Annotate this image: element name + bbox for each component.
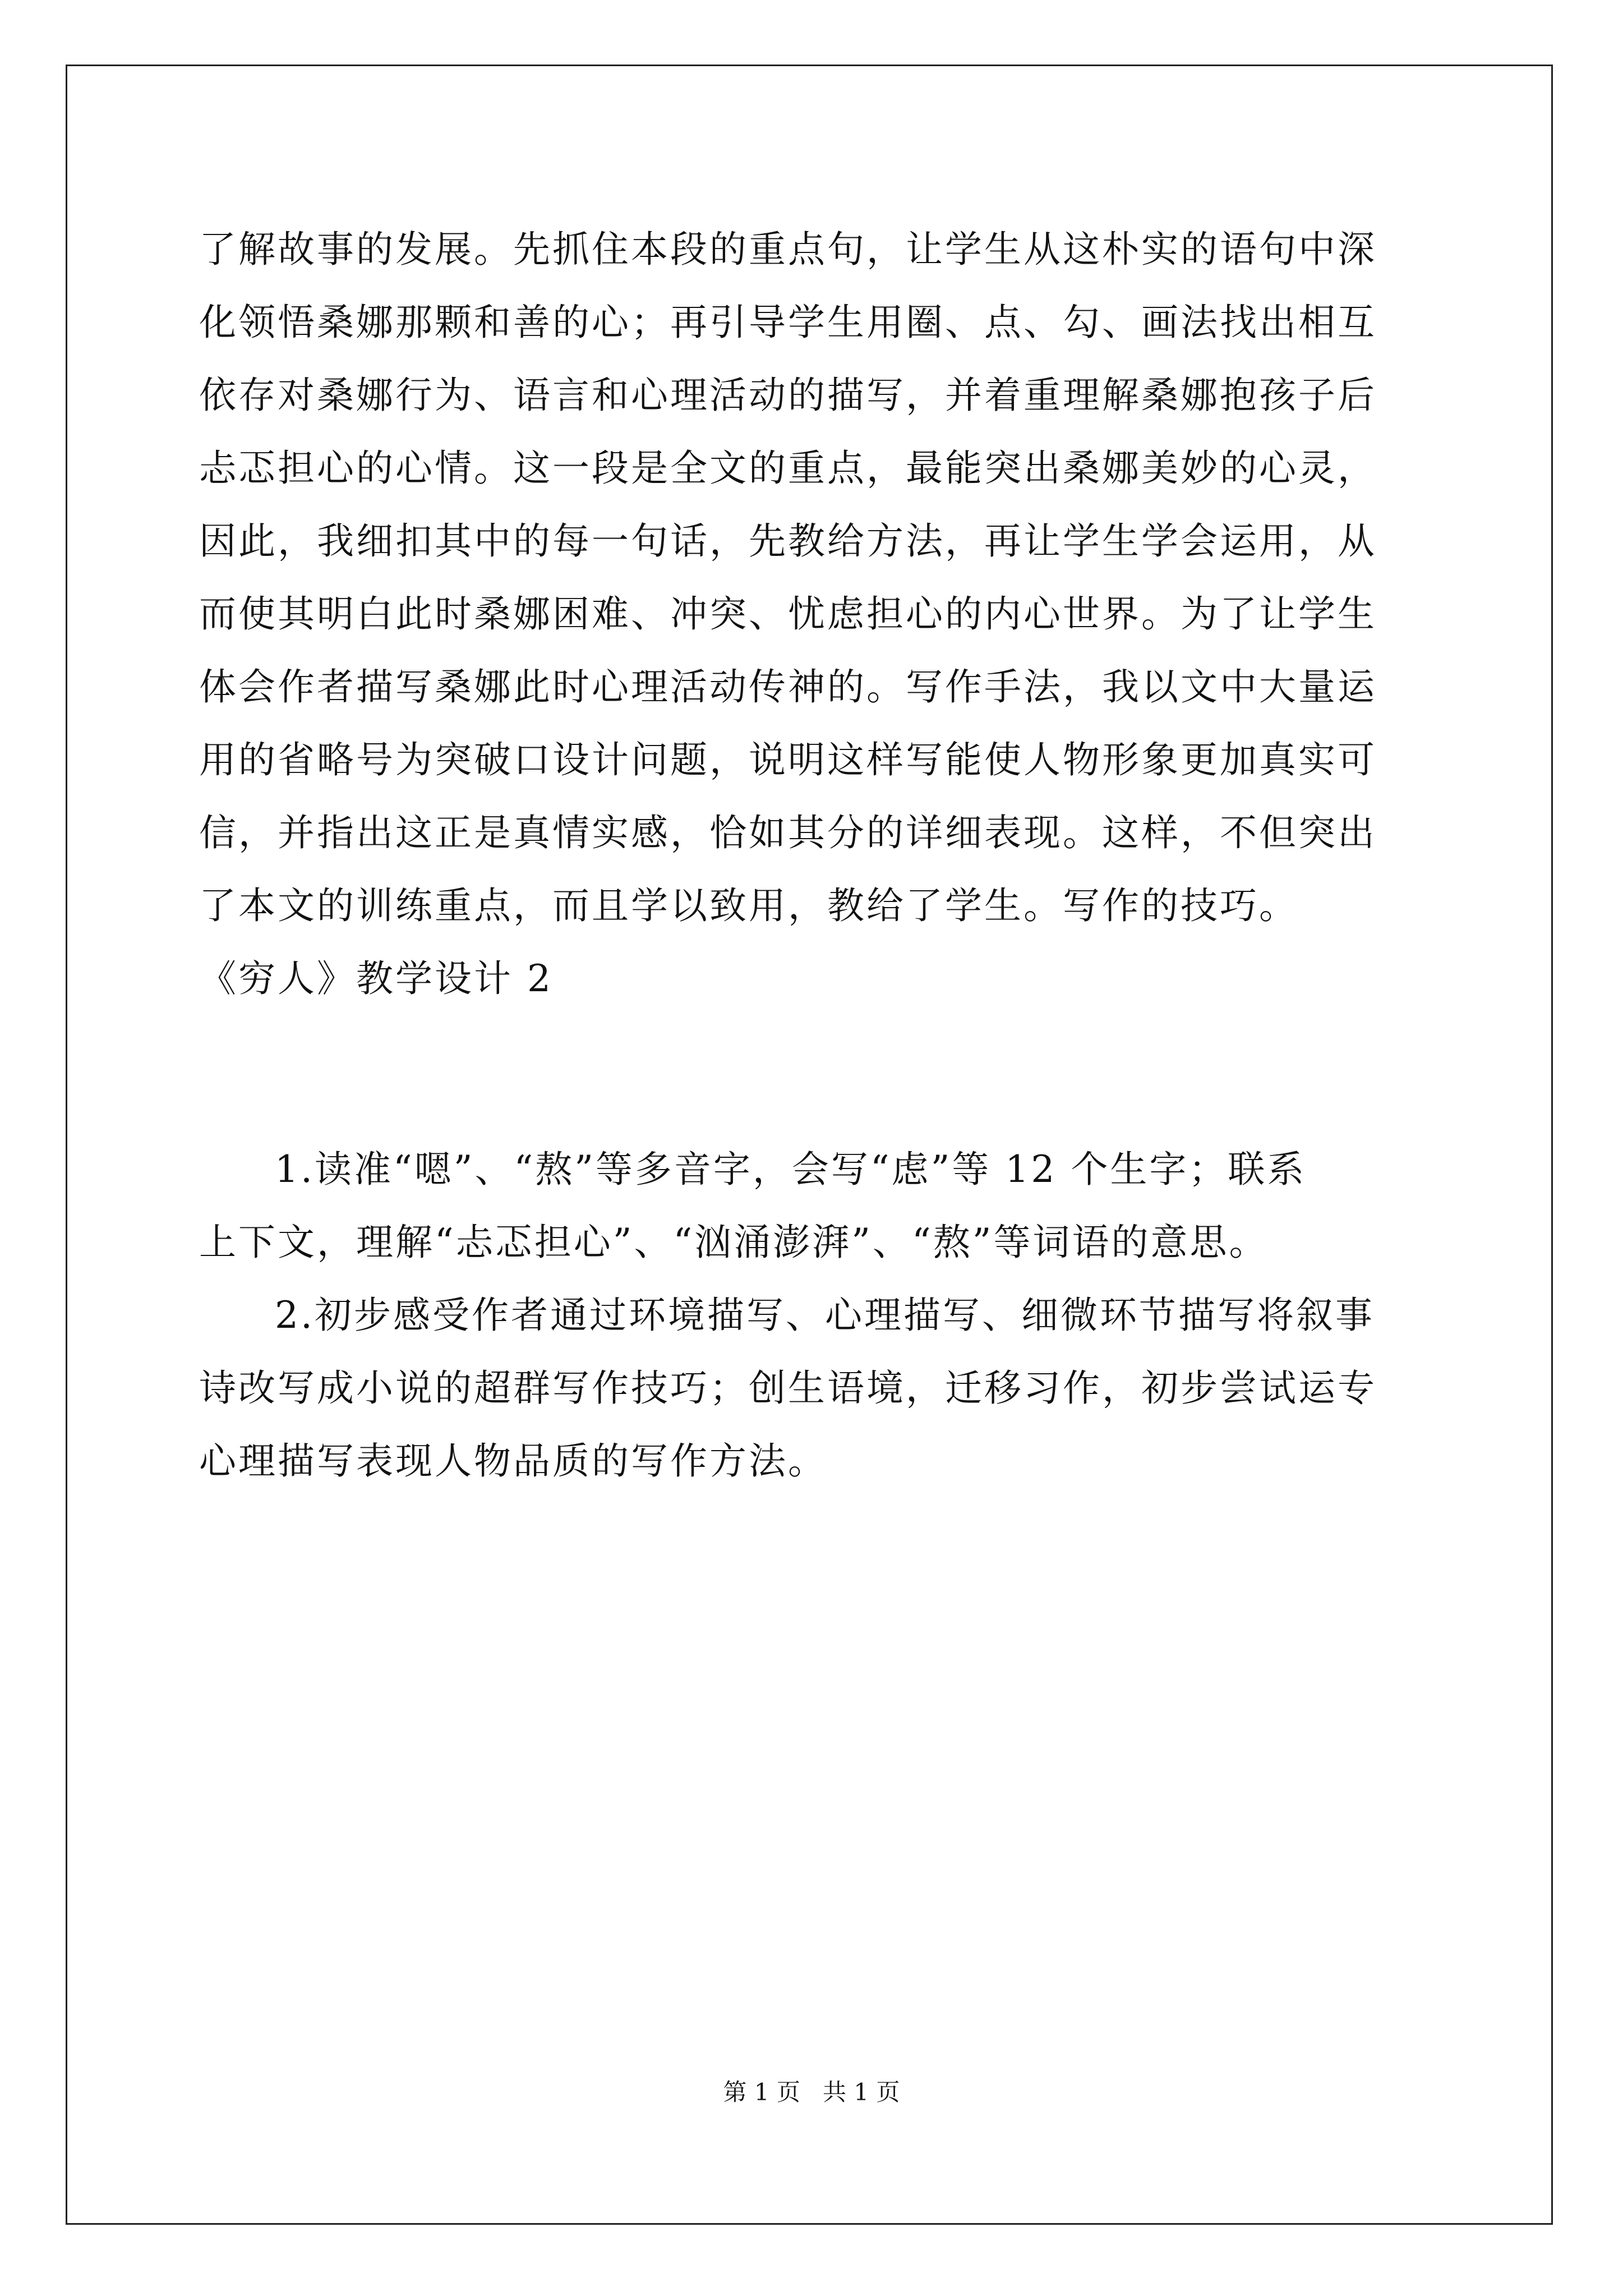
body-text-line: 化领悟桑娜那颗和善的心；再引导学生用圈、点、勾、画法找出相互 <box>199 301 1377 344</box>
body-text-line: 而使其明白此时桑娜困难、冲突、忧虑担心的内心世界。为了让学生 <box>199 592 1377 636</box>
list-item-line: 心理描写表现人物品质的写作方法。 <box>199 1439 827 1483</box>
body-text-line: 用的省略号为突破口设计问题，说明这样写能使人物形象更加真实可 <box>199 738 1377 781</box>
body-text-line: 信，并指出这正是真情实感，恰如其分的详细表现。这样，不但突出 <box>199 811 1377 854</box>
page-number-footer: 第 1 页 共 1 页 <box>723 2078 900 2106</box>
list-item-line: 2.初步感受作者通过环境描写、心理描写、细微环节描写将叙事 <box>275 1294 1375 1337</box>
list-item-line: 上下文，理解“忐忑担心”、“汹涌澎湃”、“熬”等词语的意思。 <box>199 1221 1269 1264</box>
list-item-line: 1.读准“嗯”、“熬”等多音字，会写“虑”等 12 个生字；联系 <box>275 1148 1307 1191</box>
body-text-line: 体会作者描写桑娜此时心理活动传神的。写作手法，我以文中大量运 <box>199 665 1377 708</box>
body-text-line: 依存对桑娜行为、语言和心理活动的描写，并着重理解桑娜抱孩子后 <box>199 374 1377 417</box>
body-text-line: 了本文的训练重点，而且学以致用，教给了学生。写作的技巧。 <box>199 884 1298 927</box>
body-text-line: 了解故事的发展。先抓住本段的重点句，让学生从这朴实的语句中深 <box>199 228 1377 271</box>
list-item-line: 诗改写成小说的超群写作技巧；创生语境，迁移习作，初步尝试运专 <box>199 1366 1377 1410</box>
body-text-line: 因此，我细扣其中的每一句话，先教给方法，再让学生学会运用，从 <box>199 519 1377 563</box>
body-text-line: 忐忑担心的心情。这一段是全文的重点，最能突出桑娜美妙的心灵， <box>199 447 1377 490</box>
section-heading: 《穷人》教学设计 2 <box>199 957 553 1000</box>
